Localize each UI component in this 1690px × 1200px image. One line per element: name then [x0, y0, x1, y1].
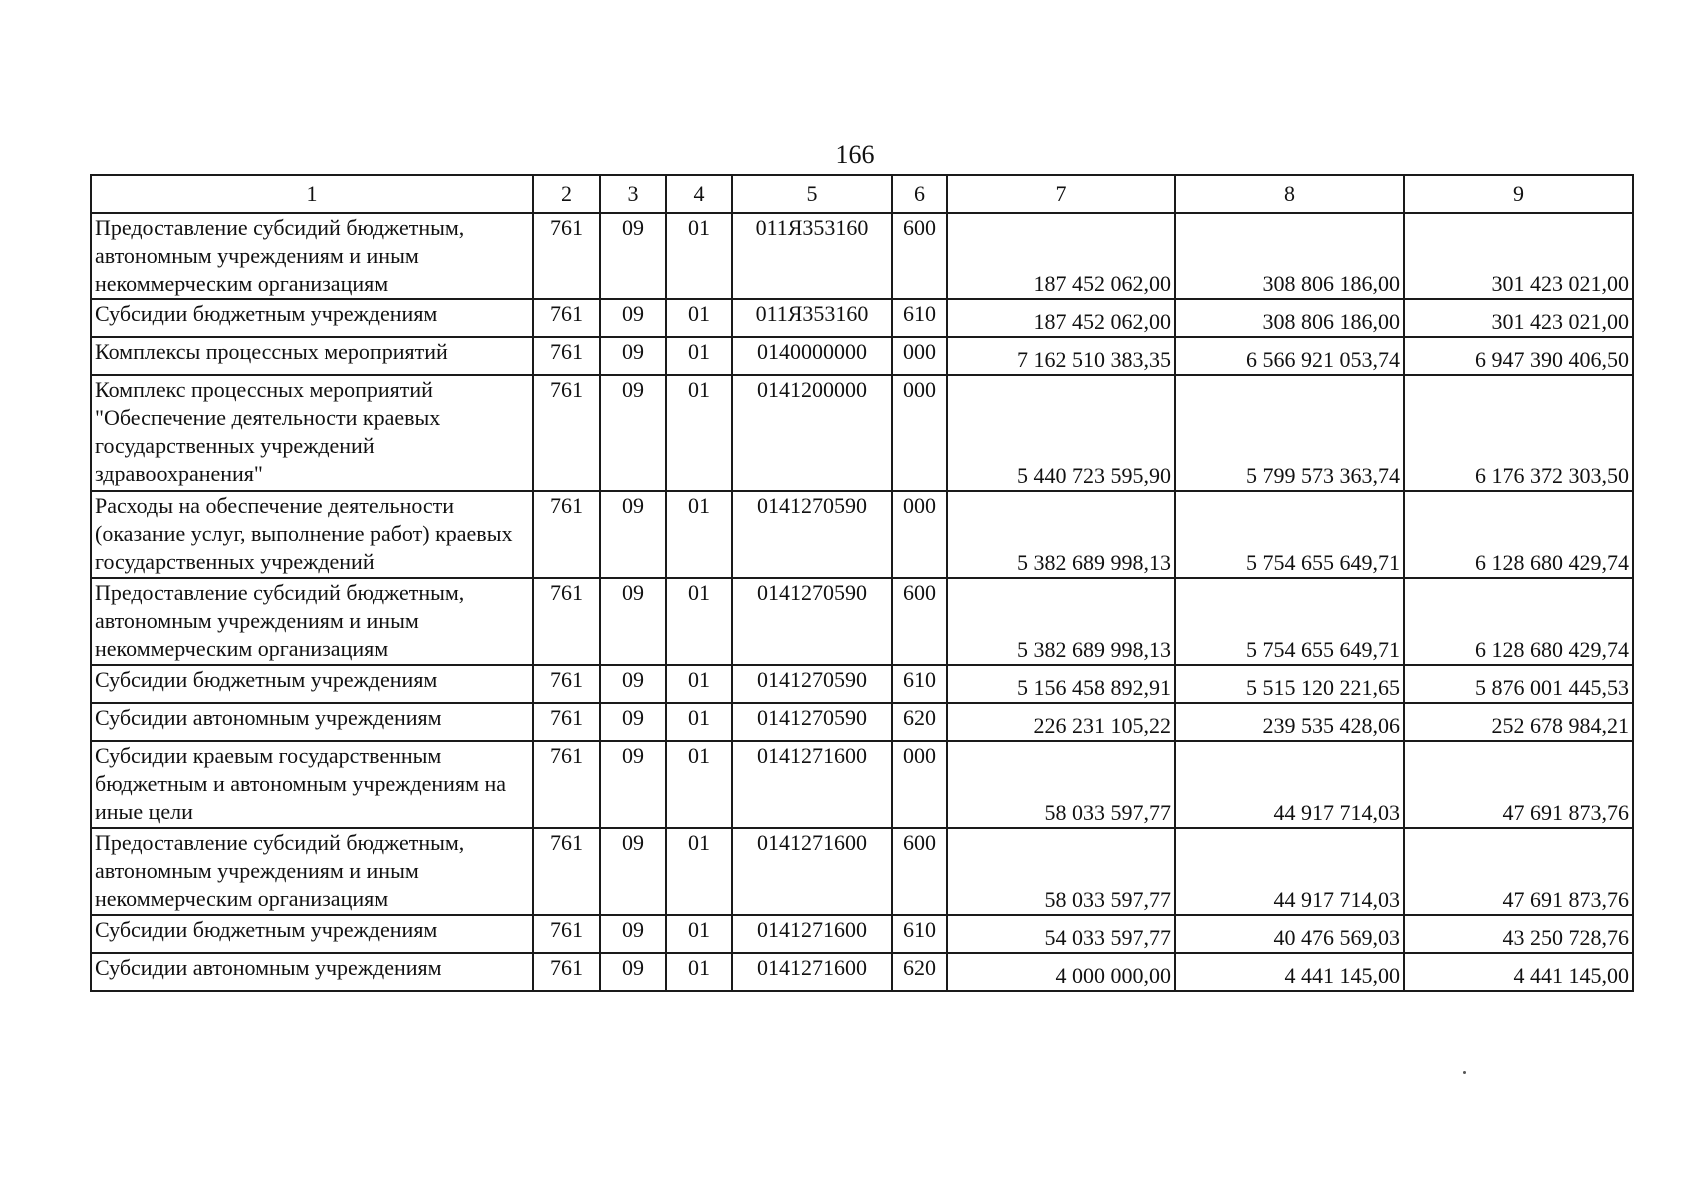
header-col-2: 2: [533, 175, 600, 213]
code-admin: 761: [533, 665, 600, 703]
code-admin: 761: [533, 915, 600, 953]
amount-year-1: 5 382 689 998,13: [947, 491, 1175, 578]
amount-year-1: 4 000 000,00: [947, 953, 1175, 991]
code-admin: 761: [533, 578, 600, 665]
item-name: Комплекс процессных мероприятий "Обеспечение деятельности краевых государственных учреждений здравоохранения": [91, 375, 533, 491]
code-target: 0141271600: [732, 741, 892, 828]
amount-year-3: 6 947 390 406,50: [1404, 337, 1633, 375]
table-body: [91, 213, 1633, 991]
code-expense-type: 610: [892, 665, 947, 703]
amount-year-3: 6 128 680 429,74: [1404, 578, 1633, 665]
code-section: 09: [600, 299, 666, 337]
amount-year-2: 5 754 655 649,71: [1175, 578, 1404, 665]
amount-year-1: 5 382 689 998,13: [947, 578, 1175, 665]
table-row: [91, 915, 1633, 953]
code-section: 09: [600, 703, 666, 741]
header-col-1: 1: [91, 175, 533, 213]
code-admin: 761: [533, 337, 600, 375]
code-expense-type: 600: [892, 578, 947, 665]
code-expense-type: 000: [892, 741, 947, 828]
amount-year-3: 47 691 873,76: [1404, 828, 1633, 915]
code-target: 0141200000: [732, 375, 892, 491]
amount-year-3: 252 678 984,21: [1404, 703, 1633, 741]
table-row: [91, 375, 1633, 491]
item-name: Предоставление субсидий бюджетным, автономным учреждениям и иным некоммерческим организациям: [91, 578, 533, 665]
amount-year-2: 4 441 145,00: [1175, 953, 1404, 991]
code-section: 09: [600, 491, 666, 578]
table-row: [91, 578, 1633, 665]
code-admin: 761: [533, 375, 600, 491]
amount-year-1: 187 452 062,00: [947, 299, 1175, 337]
code-subsection: 01: [666, 915, 732, 953]
item-name: Субсидии бюджетным учреждениям: [91, 665, 533, 703]
amount-year-3: 6 128 680 429,74: [1404, 491, 1633, 578]
code-target: 0141271600: [732, 953, 892, 991]
code-expense-type: 620: [892, 953, 947, 991]
code-target: 0141270590: [732, 665, 892, 703]
code-admin: 761: [533, 213, 600, 299]
code-admin: 761: [533, 703, 600, 741]
table-row: [91, 741, 1633, 828]
item-name: Субсидии краевым государственным бюджетным и автономным учреждениям на иные цели: [91, 741, 533, 828]
code-subsection: 01: [666, 491, 732, 578]
code-target: 0141270590: [732, 491, 892, 578]
amount-year-1: 5 156 458 892,91: [947, 665, 1175, 703]
table-row: [91, 953, 1633, 991]
code-expense-type: 620: [892, 703, 947, 741]
code-admin: 761: [533, 953, 600, 991]
table-row: [91, 665, 1633, 703]
header-col-6: 6: [892, 175, 947, 213]
amount-year-2: 44 917 714,03: [1175, 828, 1404, 915]
code-target: 0141271600: [732, 828, 892, 915]
amount-year-1: 58 033 597,77: [947, 741, 1175, 828]
amount-year-1: 226 231 105,22: [947, 703, 1175, 741]
header-row: [91, 175, 1633, 213]
header-col-3: 3: [600, 175, 666, 213]
code-section: 09: [600, 741, 666, 828]
code-admin: 761: [533, 491, 600, 578]
item-name: Субсидии бюджетным учреждениям: [91, 299, 533, 337]
code-subsection: 01: [666, 375, 732, 491]
code-subsection: 01: [666, 741, 732, 828]
item-name: Субсидии бюджетным учреждениям: [91, 915, 533, 953]
code-expense-type: 610: [892, 915, 947, 953]
code-section: 09: [600, 665, 666, 703]
code-subsection: 01: [666, 703, 732, 741]
amount-year-3: 43 250 728,76: [1404, 915, 1633, 953]
header-col-7: 7: [947, 175, 1175, 213]
code-target: 0141270590: [732, 578, 892, 665]
amount-year-2: 5 515 120 221,65: [1175, 665, 1404, 703]
header-col-9: 9: [1404, 175, 1633, 213]
item-name: Субсидии автономным учреждениям: [91, 703, 533, 741]
code-admin: 761: [533, 741, 600, 828]
amount-year-1: 187 452 062,00: [947, 213, 1175, 299]
code-target: 0141271600: [732, 915, 892, 953]
code-section: 09: [600, 578, 666, 665]
amount-year-2: 5 754 655 649,71: [1175, 491, 1404, 578]
code-expense-type: 600: [892, 828, 947, 915]
header-col-5: 5: [732, 175, 892, 213]
scan-speck: [1463, 1071, 1466, 1074]
code-target: 011Я353160: [732, 213, 892, 299]
amount-year-2: 308 806 186,00: [1175, 213, 1404, 299]
amount-year-1: 7 162 510 383,35: [947, 337, 1175, 375]
code-subsection: 01: [666, 299, 732, 337]
amount-year-1: 58 033 597,77: [947, 828, 1175, 915]
table-row: [91, 299, 1633, 337]
item-name: Расходы на обеспечение деятельности (оказание услуг, выполнение работ) краевых государственных учреждений: [91, 491, 533, 578]
code-subsection: 01: [666, 665, 732, 703]
amount-year-2: 6 566 921 053,74: [1175, 337, 1404, 375]
code-admin: 761: [533, 828, 600, 915]
code-expense-type: 000: [892, 375, 947, 491]
code-expense-type: 600: [892, 213, 947, 299]
code-subsection: 01: [666, 828, 732, 915]
amount-year-2: 40 476 569,03: [1175, 915, 1404, 953]
code-expense-type: 000: [892, 337, 947, 375]
amount-year-2: 239 535 428,06: [1175, 703, 1404, 741]
table-row: [91, 213, 1633, 299]
code-section: 09: [600, 953, 666, 991]
table-row: [91, 703, 1633, 741]
table-row: [91, 337, 1633, 375]
page-number: 166: [835, 140, 875, 169]
code-subsection: 01: [666, 578, 732, 665]
table-row: [91, 491, 1633, 578]
amount-year-3: 4 441 145,00: [1404, 953, 1633, 991]
code-target: 0141270590: [732, 703, 892, 741]
header-col-8: 8: [1175, 175, 1404, 213]
amount-year-2: 308 806 186,00: [1175, 299, 1404, 337]
amount-year-3: 301 423 021,00: [1404, 213, 1633, 299]
code-subsection: 01: [666, 337, 732, 375]
code-target: 011Я353160: [732, 299, 892, 337]
item-name: Предоставление субсидий бюджетным, автономным учреждениям и иным некоммерческим организациям: [91, 828, 533, 915]
code-section: 09: [600, 337, 666, 375]
code-subsection: 01: [666, 953, 732, 991]
amount-year-3: 5 876 001 445,53: [1404, 665, 1633, 703]
code-expense-type: 610: [892, 299, 947, 337]
code-target: 0140000000: [732, 337, 892, 375]
item-name: Субсидии автономным учреждениям: [91, 953, 533, 991]
header-col-4: 4: [666, 175, 732, 213]
code-section: 09: [600, 828, 666, 915]
code-section: 09: [600, 375, 666, 491]
table-row: [91, 828, 1633, 915]
table-header: [91, 175, 1633, 213]
code-expense-type: 000: [892, 491, 947, 578]
amount-year-1: 54 033 597,77: [947, 915, 1175, 953]
amount-year-2: 5 799 573 363,74: [1175, 375, 1404, 491]
amount-year-1: 5 440 723 595,90: [947, 375, 1175, 491]
item-name: Предоставление субсидий бюджетным, автономным учреждениям и иным некоммерческим организациям: [91, 213, 533, 299]
amount-year-3: 47 691 873,76: [1404, 741, 1633, 828]
code-admin: 761: [533, 299, 600, 337]
amount-year-3: 301 423 021,00: [1404, 299, 1633, 337]
code-subsection: 01: [666, 213, 732, 299]
item-name: Комплексы процессных мероприятий: [91, 337, 533, 375]
code-section: 09: [600, 915, 666, 953]
code-section: 09: [600, 213, 666, 299]
amount-year-2: 44 917 714,03: [1175, 741, 1404, 828]
amount-year-3: 6 176 372 303,50: [1404, 375, 1633, 491]
budget-table: [90, 174, 1634, 992]
